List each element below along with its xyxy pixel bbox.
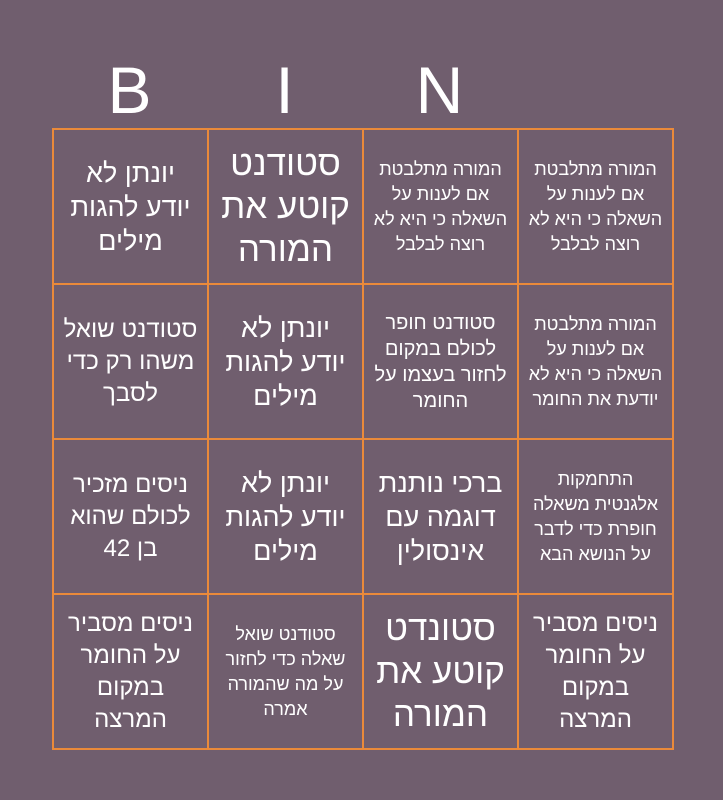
bingo-cell[interactable] xyxy=(52,438,207,593)
bingo-cell[interactable] xyxy=(207,593,362,748)
bingo-cell[interactable] xyxy=(362,283,517,438)
bingo-cell[interactable] xyxy=(362,593,517,748)
cell-text: ניסים מסביר על החומר במקום המרצה xyxy=(68,609,193,733)
cell-text: ברכי נותנת דוגמה עם אינסולין xyxy=(378,467,503,566)
header-letter-n: N xyxy=(415,53,464,127)
cell-text: סטונדט קוטע את המורה xyxy=(376,609,505,734)
bingo-cell[interactable] xyxy=(207,283,362,438)
bingo-cell[interactable] xyxy=(517,593,672,748)
bingo-cell[interactable] xyxy=(207,128,362,283)
header-letter-b: B xyxy=(107,53,152,127)
bingo-header xyxy=(52,52,672,128)
cell-text: סטודנט קוטע את המורה xyxy=(221,144,350,269)
bingo-cell[interactable] xyxy=(52,283,207,438)
cell-text: סטודנט חופר לכולם במקום לחזור בעצמו על החומר xyxy=(374,311,507,412)
bingo-cell[interactable] xyxy=(362,438,517,593)
cell-text: ניסים מזכיר לכולם שהוא בן 42 xyxy=(70,470,191,562)
header-letter-i: I xyxy=(275,53,294,127)
cell-text: המורה מתלבטת אם לענות על השאלה כי היא לא רוצה לבלבל xyxy=(528,158,663,254)
cell-text: יונתן לא יודע להגות מילים xyxy=(225,467,346,566)
cell-text: התחמקות אלגנטית משאלה חופרת כדי לדבר על הנושא הבא xyxy=(532,468,659,564)
cell-text: סטודנט שואל שאלה כדי לחזור על מה שהמורה אמרה xyxy=(225,623,346,719)
bingo-cell[interactable] xyxy=(52,128,207,283)
bingo-cell[interactable] xyxy=(517,128,672,283)
bingo-cell[interactable] xyxy=(517,438,672,593)
bingo-cell[interactable] xyxy=(362,128,517,283)
bingo-cell[interactable] xyxy=(517,283,672,438)
bingo-cell[interactable] xyxy=(52,593,207,748)
cell-text: יונתן לא יודע להגות מילים xyxy=(70,157,191,256)
cell-text: ניסים מסביר על החומר במקום המרצה xyxy=(533,609,658,733)
cell-text: יונתן לא יודע להגות מילים xyxy=(225,312,346,411)
cell-text: סטודנט שואל משהו רק כדי לסבך xyxy=(63,315,198,407)
bingo-board xyxy=(52,128,674,750)
bingo-cell[interactable] xyxy=(207,438,362,593)
cell-text: המורה מתלבטת אם לענות על השאלה כי היא לא רוצה לבלבל xyxy=(373,158,508,254)
cell-text: המורה מתלבטת אם לענות על השאלה כי היא לא יודעת את החומר xyxy=(528,313,663,409)
